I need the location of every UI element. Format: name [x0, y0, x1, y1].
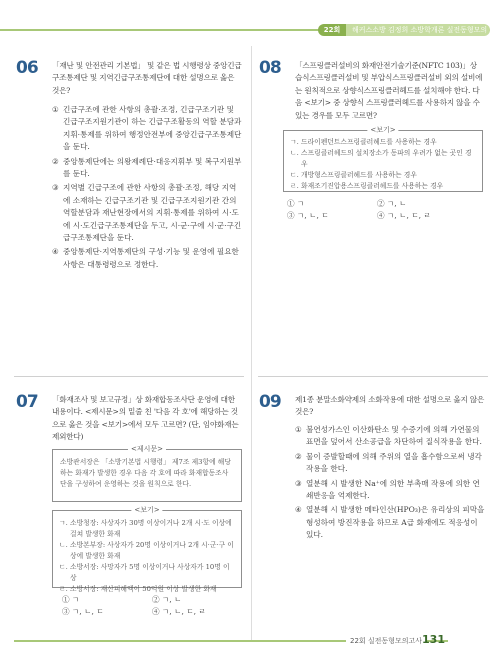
question-number: 07 — [16, 392, 38, 412]
answer-choice[interactable]: ② ㄱ, ㄴ — [152, 595, 182, 604]
book-title: 해커스소방 김정희 소방학개론 실전동형모의고사 — [346, 24, 490, 36]
page-number: 131 — [422, 633, 445, 646]
bogi-item: ㄹ. 화재조기진압용스프링클러헤드를 사용하는 경우 — [290, 182, 444, 190]
bogi-item: ㄷ. 소방서장: 사망자가 5명 이상이거나 사상자가 10명 이상 — [59, 563, 230, 582]
bogi-box — [52, 506, 242, 593]
option-list — [295, 424, 485, 544]
jesimun-box — [52, 445, 242, 502]
bogi-item: ㄱ. 드라이펜던트스프링클러헤드를 사용하는 경우 — [290, 138, 437, 146]
box-title: <제시문> — [128, 444, 166, 455]
question-text: 「화재조사 및 보고규정」상 화재합동조사단 운영에 대한 내용이다. <제시문>의 밑줄 친 '다음 각 호'에 해당하는 것으로 옳은 것을 <보기>에서 모두 고르면? (단, 임야화재는 제외한다) — [52, 395, 239, 442]
option-item[interactable]: ② 중앙통제단에는 의왕제례단·대응지휘부 및 복구지원부를 둔다. — [52, 156, 242, 179]
option-item[interactable]: ① 긴급구조에 관한 사항의 총괄·조정, 긴급구조기관 및 긴급구조지원기관이 하는 긴급구조활동의 역할 분담과 지휘·통제를 위하여 행정안전부에 중앙긴급구조통제단을 둔다. — [52, 105, 242, 152]
question-number: 06 — [16, 58, 38, 78]
footer-label: 22회 실전동형모의고사 — [346, 636, 426, 646]
answer-choice[interactable]: ③ ㄱ, ㄴ, ㄷ — [62, 607, 104, 616]
option-list — [52, 104, 242, 273]
question-text: 「스프링클러설비의 화재안전기술기준(NFTC 103)」상 습식스프링클러설비 및 부압식스프링클러설비 외의 설비에는 원칙적으로 상향식스프링클러헤드를 설치해야 한다. 다음 <보기> 중 상향식 스프링클러헤드를 사용하지 않을 수 있는 경우를 모두 고르면? — [295, 61, 483, 120]
section-divider-right — [258, 376, 488, 377]
question-text: 제1종 분말소화약제의 소화작용에 대한 설명으로 옳지 않은 것은? — [295, 395, 485, 417]
option-item[interactable]: ③ 열분해 시 발생한 Na⁺에 의한 부촉매 작용에 의한 연쇄반응을 억제한다. — [295, 478, 480, 501]
question-text: 「재난 및 안전관리 기본법」 및 같은 법 시행령상 중앙긴급구조통제단 및 지역긴급구조통제단에 대한 설명으로 옳은 것은? — [52, 61, 242, 95]
question-stem — [52, 394, 242, 444]
box-title: <보기> — [367, 125, 398, 136]
answer-choice[interactable]: ① ㄱ — [287, 199, 305, 208]
bogi-item: ㄷ. 개방형스프링클러헤드를 사용하는 경우 — [290, 171, 417, 179]
bogi-item: ㄴ. 스프링클러헤드의 설치장소가 동파의 우려가 없는 곳인 경우 — [290, 149, 472, 168]
option-item[interactable]: ② 물이 증발할때에 의해 주위의 열을 흡수함으로써 냉각작용을 한다. — [295, 451, 482, 474]
box-title: <보기> — [131, 505, 162, 516]
option-item[interactable]: ④ 중앙통제단·지역통제단의 구성·기능 및 운영에 필요한 사항은 대통령령으로 정한다. — [52, 247, 239, 269]
option-item[interactable]: ③ 지역별 긴급구조에 관한 사항의 총괄·조정, 해당 지역에 소재하는 긴급구조기관 및 긴급구조지원기관 간의 역할분담과 재난현장에서의 지휘·통제를 위하여 시·도에 시·도긴급구조통제단을 두고, 시·군·구에 시·군·구긴급구조통제단을 둔다. — [52, 183, 242, 243]
answer-choice[interactable]: ③ ㄱ, ㄴ, ㄷ — [287, 211, 329, 220]
answer-choice[interactable]: ① ㄱ — [62, 595, 80, 604]
exam-round-badge: 22회 — [318, 24, 346, 36]
bogi-item: ㄱ. 소방청장: 사상자가 30명 이상이거나 2개 시·도 이상에 걸쳐 발생한 화재 — [59, 519, 232, 538]
answer-choices — [62, 594, 242, 618]
option-item[interactable]: ① 불연성가스인 이산화탄소 및 수증기에 의해 가연물의 표면을 덮어서 산소공급을 차단하여 질식작용을 한다. — [295, 425, 482, 447]
question-number: 09 — [259, 392, 281, 412]
column-divider — [251, 46, 252, 640]
bogi-item: ㄴ. 소방본부장: 사상자가 20명 이상이거나 2개 시·군·구 이상에 발생한 화재 — [59, 541, 234, 560]
question-stem — [295, 60, 485, 122]
question-number: 08 — [259, 58, 281, 78]
jesimun-text: 소방관서장은 「소방기본법 시행령」 제7조 제3항에 해당하는 화재가 발생한 경우 다음 각 호에 따라 화재합동조사단을 구성하여 운영하는 것을 원칙으로 한다. — [60, 458, 231, 488]
answer-choices — [287, 198, 467, 222]
option-item[interactable]: ④ 열분해 시 발생한 메타인산(HPO₃)은 유리상의 피막을 형성하여 방진작용을 하므로 A급 화재에도 적응성이 있다. — [295, 505, 485, 540]
section-divider-left — [14, 376, 244, 377]
bogi-item: ㄹ. 소방서장: 재산피해액이 50억원 이상 발생한 화재 — [59, 585, 217, 593]
bogi-box — [283, 126, 483, 192]
answer-choice[interactable]: ④ ㄱ, ㄴ, ㄷ, ㄹ — [152, 607, 206, 616]
question-stem — [295, 394, 485, 419]
answer-choice[interactable]: ② ㄱ, ㄴ — [377, 199, 407, 208]
question-stem — [52, 60, 242, 97]
page-header — [0, 24, 500, 46]
answer-choice[interactable]: ④ ㄱ, ㄴ, ㄷ, ㄹ — [377, 211, 431, 220]
